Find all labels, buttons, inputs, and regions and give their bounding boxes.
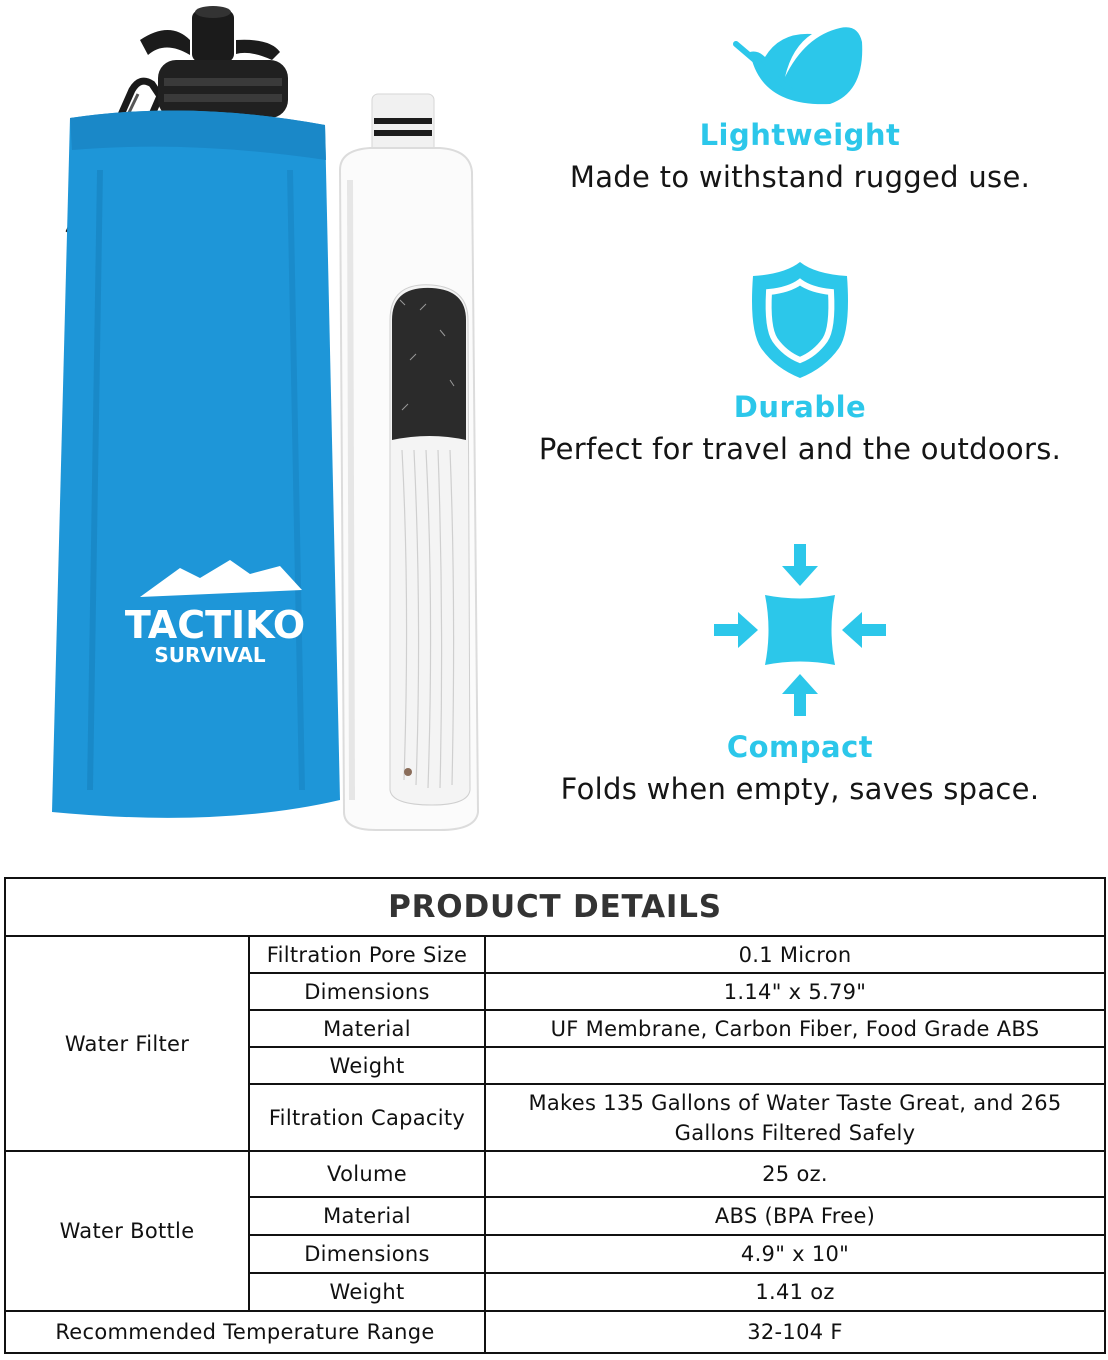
- table-footer-row: [5, 1311, 1105, 1353]
- shield-icon: [747, 260, 853, 380]
- compress-arrows-icon: [710, 540, 890, 720]
- feature-title: Durable: [733, 390, 867, 424]
- feature-title: Compact: [726, 730, 874, 764]
- svg-text:TACTIKO: TACTIKO: [124, 603, 306, 647]
- feature-description: Made to withstand rugged use.: [569, 160, 1031, 194]
- row-value: 25 oz.: [485, 1151, 1105, 1197]
- feature-title: Lightweight: [699, 118, 901, 152]
- row-label: Material: [249, 1010, 485, 1047]
- bottle-cap: [140, 6, 288, 118]
- row-value: ABS (BPA Free): [485, 1197, 1105, 1235]
- feature-compact: [500, 540, 1100, 806]
- product-details-table: [4, 877, 1106, 1354]
- row-value: 4.9" x 10": [485, 1235, 1105, 1273]
- feather-icon: [730, 22, 870, 114]
- footer-label: Recommended Temperature Range: [5, 1311, 485, 1353]
- group-label-water-filter: Water Filter: [5, 936, 249, 1151]
- row-label: Filtration Capacity: [249, 1084, 485, 1151]
- row-value-line: Makes 135 Gallons of Water Taste Great, and 265: [528, 1090, 1062, 1115]
- feature-durable: [500, 260, 1100, 466]
- footer-value: 32-104 F: [485, 1311, 1105, 1353]
- group-label-water-bottle: Water Bottle: [5, 1151, 249, 1311]
- feature-description: Perfect for travel and the outdoors.: [538, 432, 1062, 466]
- row-value: 0.1 Micron: [485, 936, 1105, 973]
- table-header-row: [5, 878, 1105, 936]
- row-label: Filtration Pore Size: [249, 936, 485, 973]
- table-row: [5, 936, 1105, 973]
- row-label: Weight: [249, 1273, 485, 1311]
- water-filter: [340, 94, 478, 830]
- svg-text:SURVIVAL: SURVIVAL: [154, 643, 266, 667]
- row-label: Weight: [249, 1047, 485, 1084]
- blue-bag: [52, 110, 340, 817]
- row-value-line: Gallons Filtered Safely: [674, 1120, 916, 1145]
- row-value: [485, 1047, 1105, 1084]
- row-label: Material: [249, 1197, 485, 1235]
- table-title: PRODUCT DETAILS: [5, 878, 1105, 936]
- feature-lightweight: [500, 22, 1100, 194]
- row-label: Volume: [249, 1151, 485, 1197]
- row-label: Dimensions: [249, 973, 485, 1010]
- feature-description: Folds when empty, saves space.: [560, 772, 1040, 806]
- row-value: 1.41 oz: [485, 1273, 1105, 1311]
- product-illustration: [40, 0, 500, 845]
- row-value: UF Membrane, Carbon Fiber, Food Grade ABS: [485, 1010, 1105, 1047]
- table-row: [5, 1151, 1105, 1197]
- row-value: 1.14" x 5.79": [485, 973, 1105, 1010]
- row-value: [485, 1084, 1105, 1151]
- product-image: [40, 0, 500, 845]
- row-label: Dimensions: [249, 1235, 485, 1273]
